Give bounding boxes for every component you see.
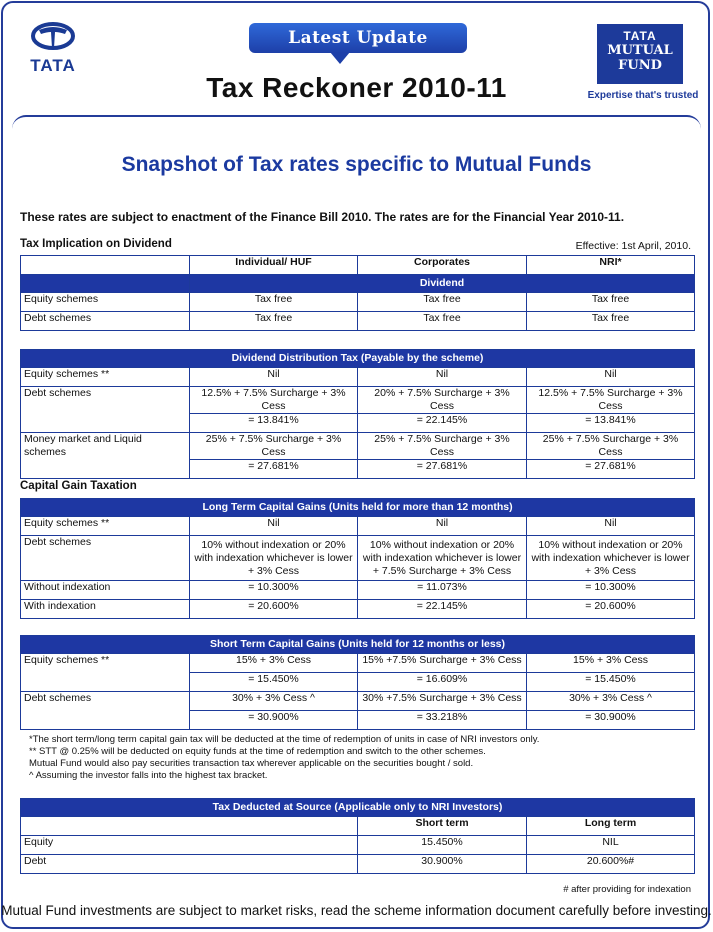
- table-row: [21, 517, 695, 536]
- disclaimer: Mutual Fund investments are subject to market risks, read the scheme information document carefully before investing.: [1, 903, 712, 918]
- row-label: Debt schemes: [21, 536, 190, 581]
- table-header-row: [21, 817, 695, 836]
- table-cell: Nil: [190, 368, 358, 387]
- table-cell: NIL: [527, 836, 695, 855]
- ddt-band: Dividend Distribution Tax (Payable by the scheme): [21, 350, 695, 368]
- table-cell: = 33.218%: [358, 711, 527, 730]
- tds-table: [20, 798, 695, 874]
- table-cell: 15% + 3% Cess: [527, 654, 695, 673]
- table-cell: = 13.841%: [527, 414, 695, 433]
- table-cell: = 27.681%: [527, 460, 695, 479]
- mf-logo-line2: MUTUAL: [607, 43, 673, 58]
- table-cell: 10% without indexation or 20% with indexation whichever is lower + 7.5% Surcharge + 3% Cess: [358, 536, 527, 581]
- effective-date: Effective: 1st April, 2010.: [575, 240, 691, 252]
- table-cell: Tax free: [527, 312, 695, 331]
- table-cell: = 16.609%: [358, 673, 527, 692]
- footnote: ** STT @ 0.25% will be deducted on equity funds at the time of redemption and switch to the other schemes.: [29, 746, 486, 757]
- band-row: [21, 799, 695, 817]
- table-row: [21, 293, 695, 312]
- footnotes: [29, 734, 539, 782]
- latest-update-badge: Latest Update: [249, 23, 467, 53]
- row-label: With indexation: [21, 600, 190, 619]
- row-label: Equity schemes: [21, 293, 190, 312]
- row-label: Without indexation: [21, 581, 190, 600]
- table-row: [21, 433, 695, 460]
- table-cell: Nil: [527, 517, 695, 536]
- table-cell: = 13.841%: [190, 414, 358, 433]
- table-cell: 20.600%#: [527, 855, 695, 874]
- band-row: [21, 275, 695, 293]
- table-cell: Tax free: [527, 293, 695, 312]
- column-header: Individual/ HUF: [190, 256, 358, 275]
- table-cell: Nil: [358, 368, 527, 387]
- mf-logo-line3: FUND: [618, 58, 662, 73]
- table-cell: Tax free: [358, 312, 527, 331]
- table-row: [21, 836, 695, 855]
- footnote: ^ Assuming the investor falls into the highest tax bracket.: [29, 770, 268, 781]
- table-cell: = 22.145%: [358, 414, 527, 433]
- table-row: [21, 387, 695, 414]
- row-label: Debt schemes: [21, 692, 190, 730]
- ltcg-band: Long Term Capital Gains (Units held for more than 12 months): [21, 499, 695, 517]
- table-cell: = 10.300%: [527, 581, 695, 600]
- table-cell: = 30.900%: [190, 711, 358, 730]
- table-cell: 10% without indexation or 20% with indexation whichever is lower + 3% Cess: [190, 536, 358, 581]
- intro-text: These rates are subject to enactment of the Finance Bill 2010. The rates are for the Financial Year 2010-11.: [20, 210, 625, 224]
- table-row: [21, 692, 695, 711]
- mf-logo-line1: TATA: [623, 29, 657, 43]
- dividend-section-title: Tax Implication on Dividend: [20, 238, 172, 250]
- table-cell: = 22.145%: [358, 600, 527, 619]
- badge-pointer: [330, 52, 350, 64]
- table-cell: = 11.073%: [358, 581, 527, 600]
- table-cell: = 30.900%: [527, 711, 695, 730]
- table-cell: 12.5% + 7.5% Surcharge + 3% Cess: [190, 387, 358, 414]
- tds-footnote: # after providing for indexation: [563, 884, 691, 895]
- column-header: Short term: [358, 817, 527, 836]
- table-row: [21, 855, 695, 874]
- footnote: *The short term/long term capital gain tax will be deducted at the time of redemption of units in case of NRI investors only.: [29, 734, 540, 745]
- table-cell: Tax free: [190, 293, 358, 312]
- tata-logo: [26, 22, 80, 76]
- table-cell: 25% + 7.5% Surcharge + 3% Cess: [190, 433, 358, 460]
- stcg-band: Short Term Capital Gains (Units held for 12 months or less): [21, 636, 695, 654]
- table-cell: 20% + 7.5% Surcharge + 3% Cess: [358, 387, 527, 414]
- tata-emblem-icon: [31, 22, 75, 50]
- table-cell: 10% without indexation or 20% with indexation whichever is lower + 3% Cess: [527, 536, 695, 581]
- header-blank: [21, 817, 358, 836]
- table-cell: = 20.600%: [527, 600, 695, 619]
- table-cell: 12.5% + 7.5% Surcharge + 3% Cess: [527, 387, 695, 414]
- row-label: Equity: [21, 836, 358, 855]
- table-cell: = 20.600%: [190, 600, 358, 619]
- table-cell: 30% +7.5% Surcharge + 3% Cess: [358, 692, 527, 711]
- band-spacer: [21, 275, 190, 293]
- table-cell: 15% + 3% Cess: [190, 654, 358, 673]
- table-row: [21, 536, 695, 581]
- footnote: Mutual Fund would also pay securities transaction tax wherever applicable on the securities bought / sold.: [29, 758, 474, 769]
- ddt-table: [20, 349, 695, 479]
- row-label: Equity schemes **: [21, 654, 190, 692]
- table-cell: 25% + 7.5% Surcharge + 3% Cess: [527, 433, 695, 460]
- tata-wordmark: TATA: [30, 56, 76, 75]
- table-cell: = 27.681%: [190, 460, 358, 479]
- table-row: [21, 368, 695, 387]
- row-label: Debt: [21, 855, 358, 874]
- ltcg-table: [20, 498, 695, 619]
- table-header-row: [21, 256, 695, 275]
- band-row: [21, 636, 695, 654]
- dividend-table: [20, 255, 695, 331]
- tata-mutual-fund-logo: [597, 24, 683, 84]
- header-blank: [21, 256, 190, 275]
- table-cell: 25% + 7.5% Surcharge + 3% Cess: [358, 433, 527, 460]
- table-cell: 30% + 3% Cess ^: [190, 692, 358, 711]
- table-cell: = 10.300%: [190, 581, 358, 600]
- table-row: [21, 654, 695, 673]
- row-label: Debt schemes: [21, 312, 190, 331]
- table-row: [21, 600, 695, 619]
- table-cell: = 15.450%: [527, 673, 695, 692]
- table-cell: Tax free: [190, 312, 358, 331]
- column-header: NRI*: [527, 256, 695, 275]
- table-cell: 15% +7.5% Surcharge + 3% Cess: [358, 654, 527, 673]
- table-cell: = 27.681%: [358, 460, 527, 479]
- page-title: Tax Reckoner 2010-11: [206, 72, 507, 103]
- header-divider: [12, 115, 701, 133]
- column-header: Corporates: [358, 256, 527, 275]
- table-row: [21, 312, 695, 331]
- band-row: [21, 499, 695, 517]
- column-header: Long term: [527, 817, 695, 836]
- table-cell: Nil: [527, 368, 695, 387]
- tds-band: Tax Deducted at Source (Applicable only to NRI Investors): [21, 799, 695, 817]
- table-cell: Nil: [358, 517, 527, 536]
- row-label: Equity schemes **: [21, 517, 190, 536]
- dividend-band: Dividend: [190, 275, 695, 293]
- table-cell: Nil: [190, 517, 358, 536]
- table-cell: 30.900%: [358, 855, 527, 874]
- row-label: Debt schemes: [21, 387, 190, 433]
- stcg-table: [20, 635, 695, 730]
- table-row: [21, 581, 695, 600]
- table-cell: = 15.450%: [190, 673, 358, 692]
- capital-gain-section-title: Capital Gain Taxation: [20, 480, 137, 492]
- table-cell: Tax free: [358, 293, 527, 312]
- snapshot-heading: Snapshot of Tax rates specific to Mutual Funds: [121, 153, 592, 176]
- row-label: Money market and Liquid schemes: [21, 433, 190, 479]
- row-label: Equity schemes **: [21, 368, 190, 387]
- band-row: [21, 350, 695, 368]
- tagline: Expertise that's trusted: [587, 90, 699, 101]
- table-cell: 15.450%: [358, 836, 527, 855]
- table-cell: 30% + 3% Cess ^: [527, 692, 695, 711]
